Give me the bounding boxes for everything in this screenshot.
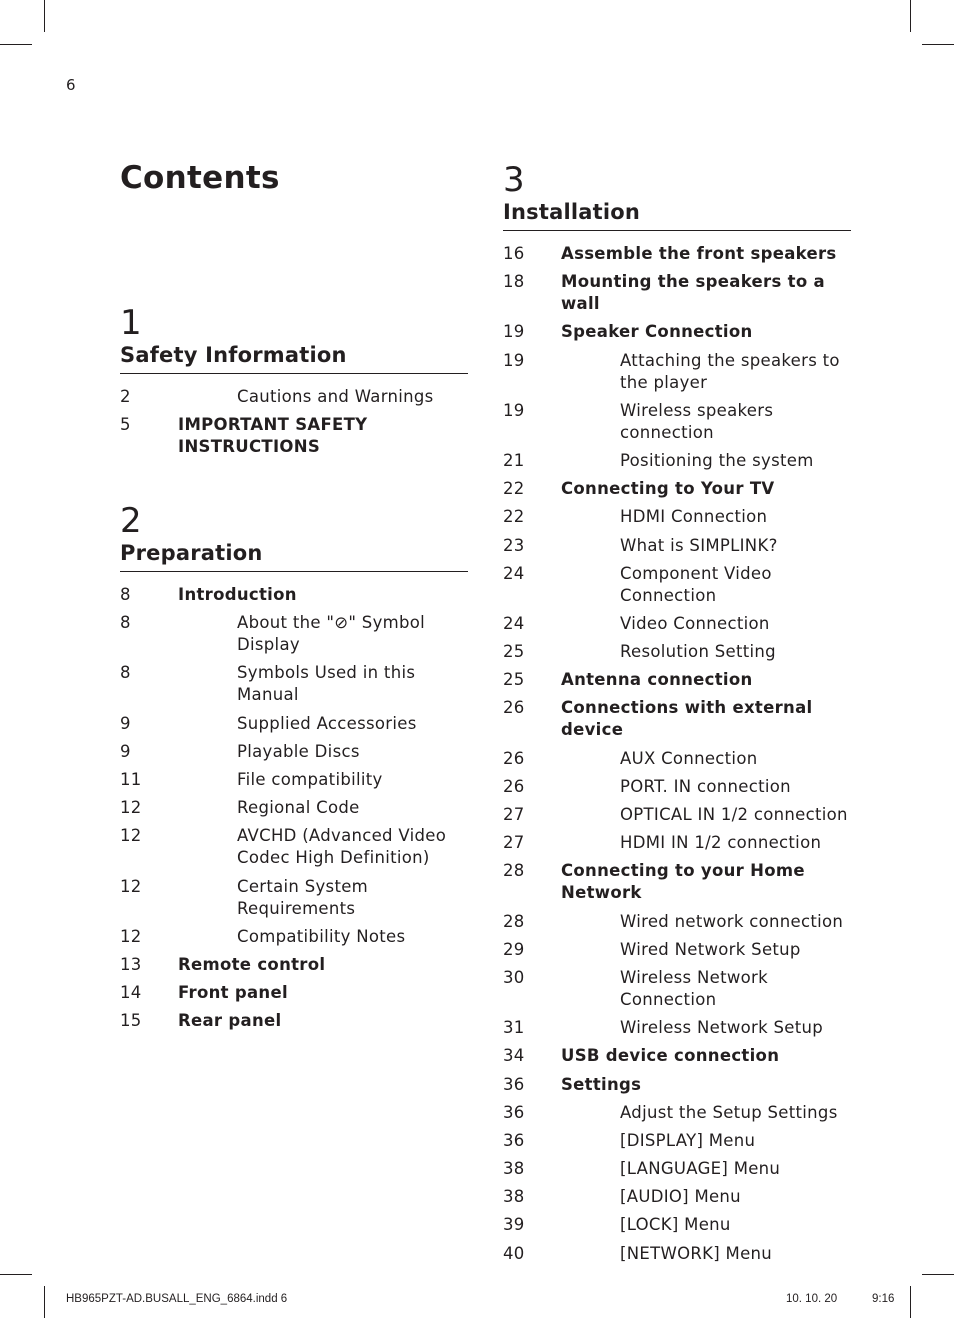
toc-entry	[503, 506, 851, 528]
toc-entry	[503, 967, 851, 1011]
toc-entry	[120, 713, 468, 735]
toc-page-number: 8	[120, 613, 131, 633]
toc-entry	[503, 697, 851, 741]
toc-page-number: 15	[120, 1011, 142, 1031]
toc-entry-title: Regional Code	[237, 798, 360, 818]
toc-page-number: 22	[503, 479, 525, 499]
toc-entry-title: Connecting to Your TV	[561, 479, 775, 499]
toc-entry-title: Connecting to your Home Network	[561, 861, 805, 903]
toc-entry-title: Positioning the system	[620, 450, 814, 470]
toc-entry-title: What is SIMPLINK?	[620, 535, 778, 555]
toc-page-number: 36	[503, 1074, 525, 1094]
toc-page-number: 26	[503, 776, 525, 796]
toc-entry-title: Cautions and Warnings	[237, 387, 434, 406]
toc-entry	[503, 1102, 851, 1124]
toc-entry-title: Wireless speakers connection	[620, 400, 774, 442]
toc-page-number: 21	[503, 450, 525, 470]
section-safety-information	[120, 303, 468, 464]
toc-entry-title: Wired Network Setup	[620, 939, 801, 959]
section-title: Installation	[503, 199, 851, 231]
toc-entry	[503, 1045, 851, 1067]
footer-file-info: HB965PZT-AD.BUSALL_ENG_6864.indd 6	[66, 1293, 288, 1305]
toc-entry-title: [DISPLAY] Menu	[620, 1130, 756, 1150]
toc-page-number: 12	[120, 826, 142, 846]
toc-entry-title: Speaker Connection	[561, 322, 753, 342]
toc-page-number: 25	[503, 642, 525, 662]
toc-page-number: 36	[503, 1130, 525, 1150]
toc-entry-title: Compatibility Notes	[237, 926, 406, 946]
section-installation	[503, 160, 851, 1271]
toc-entry	[503, 832, 851, 854]
toc-entry-title: Component Video Connection	[620, 563, 772, 605]
crop-mark	[0, 44, 32, 45]
toc-entry	[503, 350, 851, 394]
crop-mark	[922, 1274, 954, 1275]
toc-entry-title: Settings	[561, 1074, 642, 1094]
toc-entry	[120, 954, 468, 976]
toc-entry	[503, 1243, 851, 1265]
toc-entry-title: Playable Discs	[237, 741, 360, 761]
toc-page-number: 2	[120, 387, 131, 406]
toc-page-number: 16	[503, 244, 525, 263]
toc-entry-title: Resolution Setting	[620, 642, 776, 662]
toc-page-number: 40	[503, 1243, 525, 1263]
toc-page-number: 30	[503, 967, 525, 987]
toc-entry	[503, 1017, 851, 1039]
toc-page-number: 12	[120, 876, 142, 896]
toc-entry-title: [LANGUAGE] Menu	[620, 1159, 781, 1179]
page-title: Contents	[120, 160, 280, 196]
toc-entry	[503, 271, 851, 315]
toc-entry	[503, 400, 851, 444]
toc-page-number: 11	[120, 769, 142, 789]
footer-date: 10. 10. 20	[786, 1293, 838, 1305]
toc-entry	[503, 563, 851, 607]
crop-mark	[0, 1274, 32, 1275]
toc-entry	[503, 804, 851, 826]
crop-mark	[910, 1286, 911, 1318]
toc-entry-title: AUX Connection	[620, 748, 758, 768]
crop-mark	[910, 0, 911, 32]
footer-time: 9:16	[872, 1293, 895, 1305]
toc-entry-title: Attaching the speakers to the player	[620, 350, 840, 392]
crop-mark	[44, 0, 45, 32]
toc-page-number: 26	[503, 748, 525, 768]
toc-entry-title: Rear panel	[178, 1011, 282, 1031]
toc-entry-title: Introduction	[178, 585, 297, 604]
crop-mark	[922, 44, 954, 45]
toc-entry-title: HDMI Connection	[620, 507, 768, 527]
toc-page-number: 26	[503, 698, 525, 718]
section-number: 1	[120, 303, 142, 343]
toc-entry	[120, 386, 468, 408]
toc-page-number: 34	[503, 1046, 525, 1066]
toc-list	[503, 243, 851, 1265]
toc-entry	[503, 613, 851, 635]
toc-entry	[120, 414, 468, 458]
toc-list	[120, 584, 468, 1032]
toc-entry	[503, 776, 851, 798]
toc-entry	[503, 450, 851, 472]
toc-entry-title: Wireless Network Setup	[620, 1018, 824, 1038]
toc-page-number: 8	[120, 663, 131, 683]
toc-entry	[120, 825, 468, 869]
toc-entry-title: IMPORTANT SAFETY INSTRUCTIONS	[178, 415, 368, 457]
toc-page-number: 14	[120, 983, 142, 1003]
section-number: 2	[120, 501, 142, 541]
toc-page-number: 29	[503, 939, 525, 959]
toc-page-number: 13	[120, 954, 142, 974]
toc-entry-title: Adjust the Setup Settings	[620, 1102, 838, 1122]
toc-page-number: 27	[503, 805, 525, 824]
toc-page-number: 19	[503, 322, 525, 342]
toc-entry-title: Remote control	[178, 954, 326, 974]
toc-page-number: 28	[503, 911, 525, 931]
toc-entry	[120, 741, 468, 763]
toc-entry-title: AVCHD (Advanced Video Codec High Definition)	[237, 826, 447, 868]
toc-page-number: 5	[120, 415, 131, 435]
toc-entry	[120, 797, 468, 819]
toc-entry	[120, 926, 468, 948]
toc-entry	[503, 860, 851, 904]
toc-entry-title: Mounting the speakers to a wall	[561, 272, 825, 314]
toc-page-number: 27	[503, 833, 525, 853]
toc-entry-title: Supplied Accessories	[237, 713, 417, 733]
toc-page-number: 19	[503, 350, 525, 370]
toc-page-number: 38	[503, 1187, 525, 1207]
toc-page-number: 36	[503, 1102, 525, 1122]
toc-entry	[503, 1130, 851, 1152]
toc-entry	[503, 321, 851, 343]
toc-page-number: 28	[503, 861, 525, 881]
toc-page-number: 12	[120, 798, 142, 818]
toc-entry-title: [NETWORK] Menu	[620, 1243, 773, 1263]
toc-entry	[503, 1074, 851, 1096]
toc-entry-title: Wireless Network Connection	[620, 967, 768, 1009]
toc-entry-title: Symbols Used in this Manual	[237, 663, 416, 705]
section-title: Preparation	[120, 540, 468, 572]
toc-entry-title: Wired network connection	[620, 911, 844, 931]
toc-page-number: 31	[503, 1018, 525, 1038]
toc-entry	[503, 911, 851, 933]
toc-entry	[503, 748, 851, 770]
toc-entry-title: [AUDIO] Menu	[620, 1187, 741, 1207]
toc-entry-title: OPTICAL IN 1/2 connection	[620, 805, 848, 824]
toc-page-number: 38	[503, 1159, 525, 1179]
toc-page-number: 25	[503, 670, 525, 690]
toc-entry	[503, 478, 851, 500]
toc-entry-title: Front panel	[178, 983, 288, 1003]
toc-page-number: 8	[120, 585, 131, 604]
toc-entry-title: PORT. IN connection	[620, 776, 791, 796]
toc-entry-title: HDMI IN 1/2 connection	[620, 833, 822, 853]
toc-entry-title: Certain System Requirements	[237, 876, 369, 918]
toc-entry	[503, 669, 851, 691]
section-number: 3	[503, 160, 525, 200]
toc-entry	[120, 769, 468, 791]
toc-entry-title: Connections with external device	[561, 698, 813, 740]
toc-page-number: 19	[503, 400, 525, 420]
toc-entry	[503, 939, 851, 961]
toc-page-number: 12	[120, 926, 142, 946]
toc-page-number: 9	[120, 713, 131, 733]
toc-entry	[120, 876, 468, 920]
toc-entry-title: Video Connection	[620, 613, 770, 633]
toc-entry	[503, 1158, 851, 1180]
toc-entry-title: About the "⊘" Symbol Display	[237, 613, 426, 655]
toc-entry	[503, 535, 851, 557]
toc-entry	[503, 1214, 851, 1236]
toc-page-number: 24	[503, 613, 525, 633]
section-title: Safety Information	[120, 342, 468, 374]
toc-entry	[503, 243, 851, 265]
toc-entry	[120, 584, 468, 606]
toc-entry-title: [LOCK] Menu	[620, 1215, 731, 1235]
toc-page-number: 24	[503, 563, 525, 583]
toc-page-number: 18	[503, 272, 525, 292]
toc-entry-title: Antenna connection	[561, 670, 753, 690]
section-preparation	[120, 501, 468, 1038]
toc-page-number: 9	[120, 741, 131, 761]
toc-entry	[120, 662, 468, 706]
toc-page-number: 22	[503, 507, 525, 527]
toc-entry	[120, 982, 468, 1004]
toc-page-number: 39	[503, 1215, 525, 1235]
toc-entry-title: File compatibility	[237, 769, 383, 789]
toc-entry	[120, 612, 468, 656]
crop-mark	[44, 1286, 45, 1318]
toc-entry	[503, 641, 851, 663]
page-number: 6	[66, 76, 76, 94]
toc-entry	[503, 1186, 851, 1208]
toc-entry-title: USB device connection	[561, 1046, 780, 1066]
toc-entry	[120, 1010, 468, 1032]
toc-page-number: 23	[503, 535, 525, 555]
toc-list	[120, 386, 468, 458]
toc-entry-title: Assemble the front speakers	[561, 244, 837, 263]
